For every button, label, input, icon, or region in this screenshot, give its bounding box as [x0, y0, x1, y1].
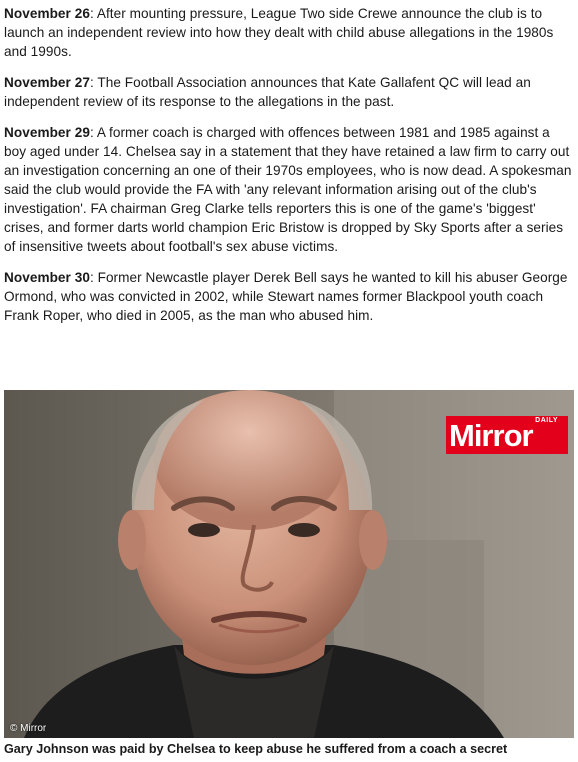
timeline-entry [4, 73, 572, 111]
entry-text: The Football Association announces that Kate Gallafent QC will lead an independent review of its response to the allegations in the past. [4, 75, 531, 109]
entry-text: Former Newcastle player Derek Bell says he wanted to kill his abuser George Ormond, who was convicted in 2002, while Stewart names former Blackpool youth coach Frank Roper, who died in 2005, as the man who abused him. [4, 270, 568, 323]
photo-copyright: © Mirror [10, 723, 47, 734]
date-separator: : [89, 75, 98, 90]
date-separator: : [89, 125, 97, 140]
photo-caption: Gary Johnson was paid by Chelsea to keep abuse he suffered from a coach a secret [4, 742, 508, 756]
entry-date: November 26 [4, 6, 90, 21]
entry-date: November 27 [4, 75, 90, 90]
daily-mirror-logo [446, 416, 568, 454]
entry-text: After mounting pressure, League Two side Crewe announce the club is to launch an independent review into how they dealt with child abuse allegations in the 1980s and 1990s. [4, 6, 554, 59]
article-body [4, 4, 572, 337]
entry-date: November 30 [4, 270, 90, 285]
entry-date: November 29 [4, 125, 90, 140]
logo-small-text: DAILY [535, 417, 558, 424]
timeline-entry [4, 268, 572, 325]
article-photo[interactable] [4, 390, 574, 738]
date-separator: : [89, 6, 97, 21]
timeline-entry [4, 123, 572, 256]
date-separator: : [89, 270, 98, 285]
timeline-entry [4, 4, 572, 61]
logo-brand-text: Mirror [449, 418, 533, 453]
entry-text: A former coach is charged with offences between 1981 and 1985 against a boy aged under 14. Chelsea say in a statement that they have retained a law firm to carry out an investigation concerning an one of their 1970s employees, who is now dead. A spokesman said the club would provide the FA with 'any relevant information arising out of the club's investigation'. FA chairman Greg Clarke tells reporters this is one of the game's 'biggest' crises, and former darts world champion Eric Bristow is dropped by Sky Sports after a series of insensitive tweets about football's sex abuse victims. [4, 125, 572, 254]
